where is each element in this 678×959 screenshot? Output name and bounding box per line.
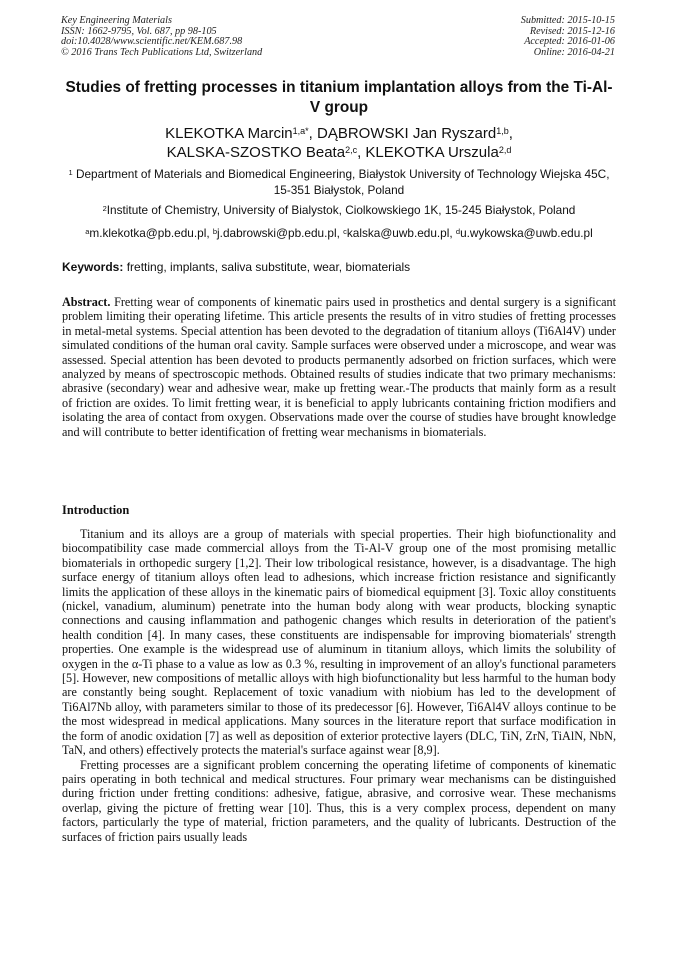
author-affiliation-sup: 2,d [498, 145, 512, 155]
affiliation-1 [62, 166, 616, 198]
author-affiliation-sup: 1,b [496, 126, 509, 136]
journal-name: Key Engineering Materials [61, 15, 172, 26]
affiliation-number: 1 [68, 168, 73, 177]
keywords [62, 259, 616, 275]
keywords-label: Keywords: [62, 260, 124, 274]
copyright-line: © 2016 Trans Tech Publications Ltd, Switzerland [61, 46, 263, 58]
author-separator: , [508, 125, 513, 142]
affiliation-text: Department of Materials and Biomedical Engineering, Białystok University of Technology Wiejska 45C, 15-351 Białystok, Poland [72, 167, 610, 197]
author-list [62, 124, 616, 162]
paper-title: Studies of fretting processes in titanium implantation alloys from the Ti-Al-V group [65, 79, 613, 116]
paragraph: Titanium and its alloys are a group of materials with special properties. Their high biofunctionality and biocompatibility case made commercial alloys from the Ti-Al-V group one of the most promising metallic biomaterials in orthopedic surgery [1,2]. Their low tribological resistance, however, is a disadvantage. The high surface energy of titanium alloys often lead to adhesions, which increase friction resistance and significantly limits the application of these alloys in the kinematic pairs of biomedical equipment [3]. Toxic alloy constituents (nickel, vanadium, aluminum) penetrate into the human body along with wear products, blocking synaptic connections and causing inflammation and pathogenic changes which results in deterioration of the patient's health condition [4]. In many cases, these constituents are indispensable for improving biomaterials' strength properties. One example is the widespread use of aluminum in titanium alloys, which limits the solubility of oxygen in the α-Ti phase to a value as low as 0.3 %, resulting in improvement of an alloy's functional parameters [5]. However, new compositions of metallic alloys with high biofunctionality but less harmful to the human body are constantly being sought. Replacement of toxic vanadium with niobium has led to the development of Ti6Al7Nb alloy, with parameters similar to those of its predecessor [6]. However, Ti6Al4V alloys continue to be the most widespread in medical applications. Many sources in the literature report that surface modification in the form of anodic oxidation [7] as well as deposition of exterior protective layers (DLC, TiN, ZrN, TiAlN, NbN, TaN, and others) effectively protects the material's surface against wear [8,9]. [62, 527, 616, 758]
abstract [62, 295, 616, 439]
email-address: m.klekotka@pb.edu.pl, [89, 226, 213, 240]
issn-line: ISSN: 1662-9795, Vol. 687, pp 98-105 [61, 25, 217, 37]
author-separator: , [308, 125, 317, 142]
author-affiliation-sup: 1,a* [292, 126, 309, 136]
section-heading-introduction: Introduction [62, 503, 130, 517]
online-date: Online: 2016-04-21 [533, 46, 615, 58]
email-marker: b [212, 227, 218, 236]
author-name: KLEKOTKA Marcin [165, 125, 293, 142]
keywords-text: fretting, implants, saliva substitute, wear, biomaterials [123, 260, 411, 274]
accepted-date: Accepted: 2016-01-06 [524, 36, 615, 48]
affiliation-2 [62, 202, 616, 218]
email-address: u.wykowska@uwb.edu.pl [460, 226, 593, 240]
author-affiliation-sup: 2,c [345, 145, 358, 155]
email-marker: c [343, 227, 347, 236]
email-marker: d [455, 227, 461, 236]
submitted-date: Submitted: 2015-10-15 [520, 15, 615, 26]
author-name: KLEKOTKA Urszula [365, 144, 499, 161]
author-emails [62, 225, 616, 241]
author-name: DĄBROWSKI Jan Ryszard [317, 125, 497, 142]
email-address: kalska@uwb.edu.pl, [346, 226, 456, 240]
doi-line: doi:10.4028/www.scientific.net/KEM.687.98 [61, 36, 243, 48]
paragraph: Fretting processes are a significant problem concerning the operating lifetime of components of kinematic pairs operating in both technical and medical structures. Four primary wear mechanisms can be distinguished during friction under fretting conditions: adhesive, fatigue, abrasive, and corrosive wear. These mechanisms overlap, giving the picture of fretting wear [10]. Thus, this is a very complex process, dependent on many factors, particularly the type of material, friction parameters, and the quality of lubricants. Destruction of the surfaces of friction pairs usually leads [62, 757, 616, 844]
affiliation-text: Institute of Chemistry, University of Bialystok, Ciolkowskiego 1K, 15-245 Białystok, Poland [106, 203, 576, 217]
affiliation-number: 2 [102, 204, 107, 213]
author-separator: , [357, 144, 366, 161]
abstract-label: Abstract. [62, 295, 111, 309]
journal-header-right [521, 16, 615, 58]
abstract-text: Fretting wear of components of kinematic pairs used in prosthetics and dental surgery is a significant problem limiting their operating lifetime. This article presents the results of in vitro studies of fretting processes in metal-metal systems. Special attention has been devoted to the degradation of titanium alloys (Ti6Al4V) under simulated conditions of the human oral cavity. Sample surfaces were observed under a microscope, and wear was assessed. Special attention has been devoted to products permanently adsorbed on friction surfaces, which were analyzed by means of spectroscopic methods. Obtained results of studies indicate that two primary mechanisms: abrasive (secondary) wear and adhesive wear, make up fretting wear.-The products that mainly form as a result of friction are oxides. To limit fretting wear, it is beneficial to apply lubricants containing friction modifiers and isolating the area of contact from oxygen. Observations made over the course of studies have brought knowledge and will contribute to better identification of fretting wear mechanisms in biomaterials. [62, 295, 616, 439]
email-marker: a [85, 227, 90, 236]
introduction-body [62, 527, 616, 844]
author-name: KALSKA-SZOSTKO Beata [166, 144, 346, 161]
revised-date: Revised: 2015-12-16 [529, 25, 615, 37]
email-address: j.dabrowski@pb.edu.pl, [217, 226, 344, 240]
journal-header-left [61, 16, 262, 58]
